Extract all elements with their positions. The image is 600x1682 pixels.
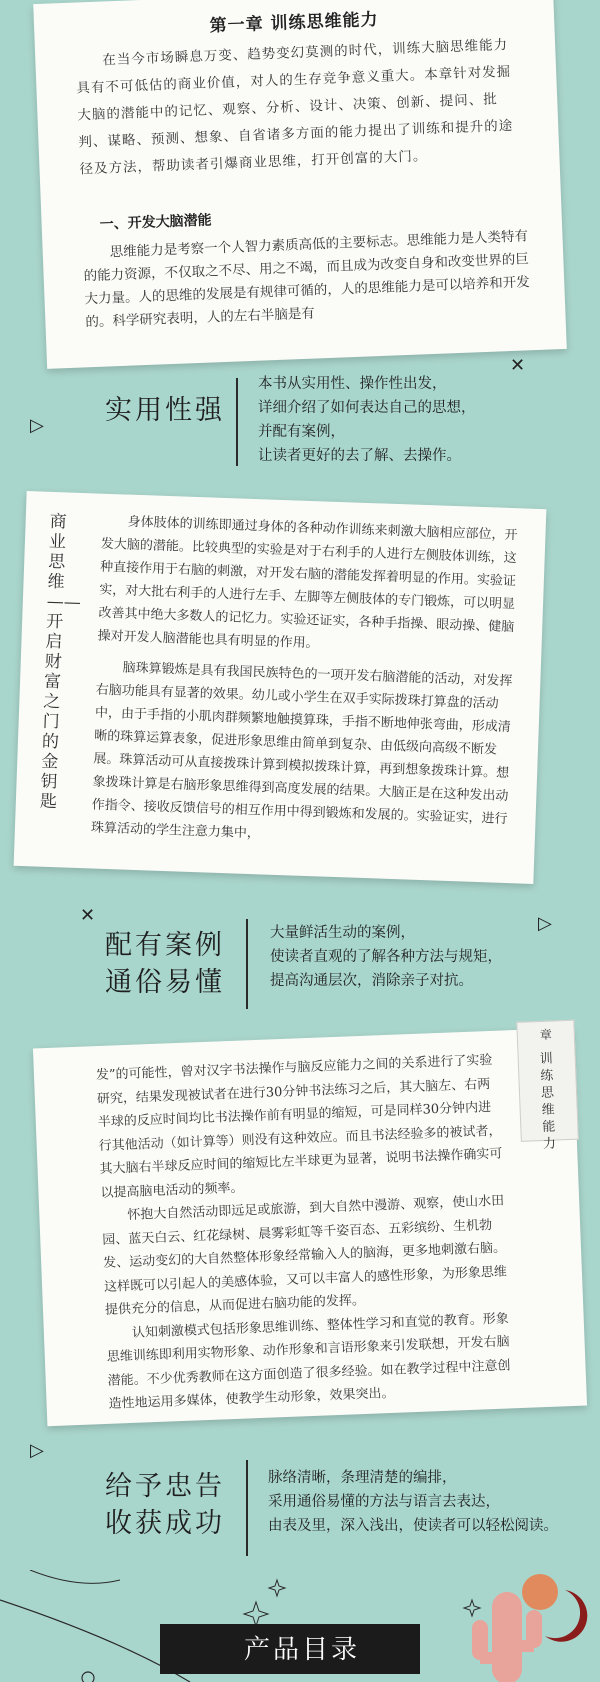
feature-description <box>268 1466 558 1538</box>
triangle-outline-icon: ▷ <box>30 415 44 436</box>
running-head-vertical: 商业思维——开启财富之门的金钥匙 <box>39 511 82 813</box>
page3-body <box>96 1049 515 1417</box>
triangle-outline-icon: ▷ <box>538 913 552 934</box>
sparkle-icon <box>269 1580 285 1596</box>
feature-title-line: 通俗易懂 <box>105 967 225 998</box>
feature-line: 使读者直观的了解各种方法与规矩， <box>270 949 502 965</box>
sparkle-icon <box>464 1600 480 1616</box>
small-circle <box>82 1672 94 1682</box>
feature-title-line: 给予忠告 <box>105 1471 225 1502</box>
feature-title <box>100 927 230 1001</box>
feature-block-cases <box>0 915 600 1015</box>
page2-body <box>90 510 528 863</box>
chapter-tab-title: 训练思维能力 <box>539 1051 557 1152</box>
feature-line: 由表及里，深入浅出，使读者可以轻松阅读。 <box>268 1518 558 1534</box>
paragraph: 怀抱大自然活动即远足或旅游，到大自然中漫游、观察，使山水田园、蓝天白云、红花绿树、晨雾彩虹等千姿百态、五彩缤纷、生机勃发、运动变幻的大自然整体形象经常输入人的脑海，更多地刺激右脑。这样既可以引起人的美感体验，又可以丰富人的感性形象，为形象思维提供充分的信息，从而促进右脑功能的发挥。 <box>102 1193 508 1318</box>
paragraph: 认知刺激模式包括形象思维训练、整体性学习和直觉的教育。形象思维训练即利用实物形象、动作形象和言语形象来引发联想，开发右脑潜能。不少优秀教师在这方面创造了很多经验。如在教学过程中注意创造性地运用多媒体，使教学生动形象，效果突出。 <box>106 1310 511 1412</box>
divider-line <box>236 378 238 466</box>
feature-line: 提高沟通层次，消除亲子对抗。 <box>270 973 473 989</box>
feature-title: 实用性强 <box>105 395 225 426</box>
curve-line <box>30 1570 120 1583</box>
chapter-title: 第一章 训练思维能力 <box>209 9 379 37</box>
feature-title-line: 配有案例 <box>105 930 225 961</box>
feature-description <box>258 372 476 468</box>
feature-line: 详细介绍了如何表达自己的思想， <box>258 400 476 416</box>
feature-title <box>100 1468 230 1542</box>
feature-block-practical <box>0 370 600 470</box>
book-page-1 <box>33 0 567 369</box>
chapter-intro: 在当今市场瞬息万变、趋势变幻莫测的时代，训练大脑思维能力具有不可低估的商业价值，对人的生存竞争意义重大。本章针对发掘大脑的潜能中的记忆、观察、分析、设计、决策、创新、提问、批判、谋略、预测、想象、自省诸多方面的能力提出了训练和提升的途径及方法，帮助读者引爆商业思维，打开创富的大门。 <box>76 36 514 178</box>
paragraph: 发”的可能性，曾对汉字书法操作与脑反应能力之间的关系进行了实验研究，结果发现被试者在进行30分钟书法练习之后，其大脑左、右两半球的反应时间均比书法操作前有明显的缩短，可是同样30分钟内进行其他活动（如计算等）则没有这种效应。而且书法经验多的被试者，其大脑右半球反应时间的缩短比左半球更为显著，说明书法操作确实可以提高脑电活动的频率。 <box>95 1052 503 1201</box>
catalog-label: 产品目录 <box>244 1635 361 1665</box>
feature-line: 脉络清晰，条理清楚的编排， <box>268 1470 457 1486</box>
divider-line <box>246 1460 248 1556</box>
section-title: 一、开发大脑潜能 <box>99 212 212 233</box>
feature-line: 大量鲜活生动的案例， <box>270 925 415 941</box>
book-page-3 <box>33 1028 587 1426</box>
sun-icon <box>522 1574 558 1610</box>
divider-line <box>246 919 248 1009</box>
book-page-2 <box>14 491 547 884</box>
feature-line: 采用通俗易懂的方法与语言去表达， <box>268 1494 500 1510</box>
paragraph: 身体肢体的训练即通过身体的各种动作训练来刺激大脑相应部位，开发大脑的潜能。比较典型的实验是对于右利手的人进行左侧肢体训练，这种直接作用于右脑的刺激，对开发右脑的潜能发挥着明显的作用。实验证实，对大批右利手的人进行左手、左脚等左侧肢体的专门锻炼，可以明显改善其中绝大多数人的记忆力。实验还证实，各种手指操、眼动操、健脑操对开发人脑潜能也具有明显的作用。 <box>97 514 518 652</box>
feature-title-line: 收获成功 <box>105 1508 225 1539</box>
triangle-outline-icon: ▷ <box>30 1440 44 1461</box>
page1-body-text: 思维能力是考察一个人智力素质高低的主要标志。思维能力是人类特有的能力资源，不仅取之不尽、用之不竭，而且成为改变自身和改变世界的巨大力量。人的思维的发展是有规律可循的，人的思维能力是可以培养和开发的。科学研究表明，人的左右半脑是有 <box>83 228 531 331</box>
close-cross-icon: ✕ <box>80 905 96 926</box>
paragraph: 脑珠算锻炼是具有我国民族特色的一项开发右脑潜能的活动，对发挥右脑功能具有显著的效果。幼儿或小学生在双手实际拨珠打算盘的活动中，由于手指的小肌肉群频繁地触摸算珠，手指不断地伸张弯曲，形成清晰的珠算运算表象，促进形象思维由简单到复杂、由低级向高级不断发展。珠算活动可从直接拨珠计算到模拟拨珠计算，再到想象拨珠计算。想象拨珠计算是右脑形象思维得到高度发展的结果。大脑正是在这种发出动作指令、接收反馈信号的相互作用中得到锻炼和发展的。实验证实，进行珠算活动的学生注意力集中， <box>90 660 513 842</box>
feature-line: 本书从实用性、操作性出发， <box>258 376 447 392</box>
chapter-tab-label: 章 <box>539 1027 553 1043</box>
close-cross-icon: ✕ <box>510 355 526 376</box>
sparkle-icon <box>244 1602 268 1626</box>
feature-line: 并配有案例， <box>258 424 345 440</box>
feature-line: 让读者更好的去了解、去操作。 <box>258 448 461 464</box>
chapter-tab <box>516 1020 579 1152</box>
feature-description <box>270 921 502 993</box>
feature-block-advice <box>0 1452 600 1562</box>
